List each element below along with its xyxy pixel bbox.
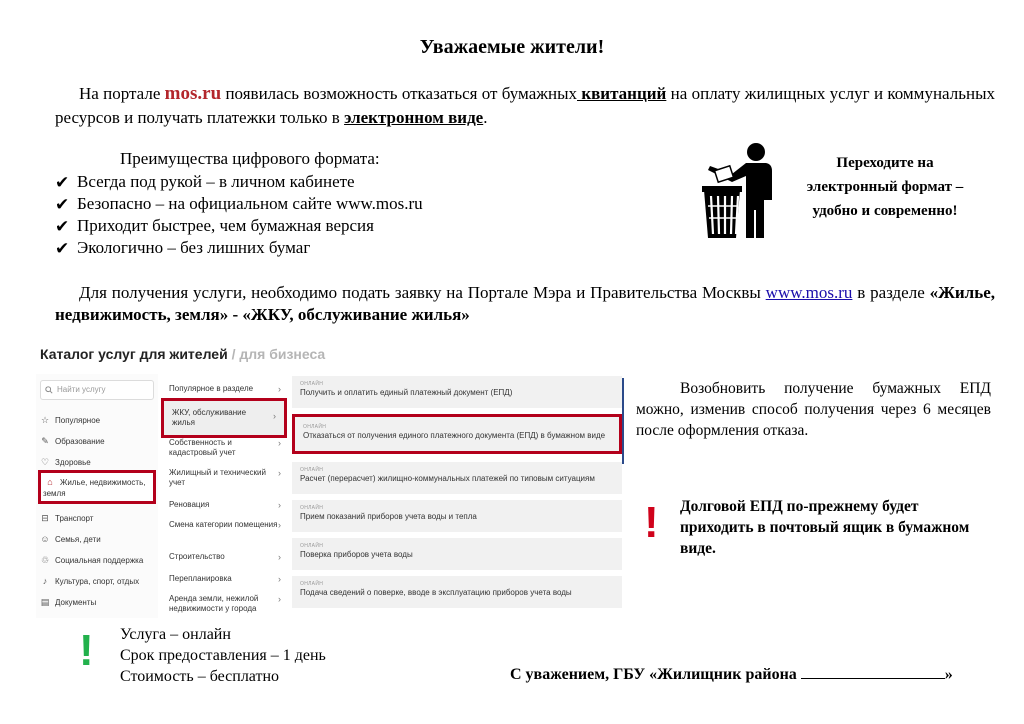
- service-card[interactable]: [292, 500, 622, 532]
- subsection-label: Строительство: [169, 552, 225, 561]
- catalog-heading-sep: /: [227, 346, 240, 362]
- subsection-item-zhku[interactable]: [161, 398, 287, 438]
- page-title: Уважаемые жители!: [419, 36, 605, 58]
- chevron-right-icon: ›: [278, 552, 281, 562]
- service-info: [120, 624, 326, 687]
- debt-notice: Долговой ЕПД по-прежнему будет приходить в почтовый ящик в бумажном виде.: [680, 498, 970, 557]
- left-nav-label: Семья, дети: [55, 535, 101, 544]
- service-card[interactable]: [292, 538, 622, 570]
- online-badge: ОНЛАЙН: [300, 381, 324, 387]
- chevron-right-icon: ›: [273, 411, 276, 421]
- renew-text: Возобновить получение бумажных ЕПД можно, изменив способ получения через 6 месяцев после оформления отказа.: [636, 380, 991, 439]
- intro-text-3: на оплату жилищных услуг и коммунальных ресурсов и получать платежки только в: [55, 84, 995, 127]
- checkmark-icon: ✔: [55, 173, 70, 192]
- subsection-label: ЖКУ, обслуживание жилья: [172, 408, 247, 427]
- catalog-business-tab[interactable]: для бизнеса: [239, 346, 326, 362]
- trash-bin-person-icon: [702, 138, 782, 242]
- signature-text: С уважением, ГБУ «Жилищник района: [510, 666, 801, 683]
- catalog-heading-text: Каталог услуг для жителей: [40, 346, 228, 362]
- online-badge: ОНЛАЙН: [300, 581, 324, 587]
- catalog-screenshot: [36, 342, 628, 618]
- subsection-item[interactable]: [169, 552, 281, 562]
- checkmark-icon: ✔: [55, 217, 70, 236]
- left-nav-label: Документы: [55, 598, 97, 607]
- subsection-label: Реновация: [169, 500, 210, 509]
- info-line-duration: Срок предоставления – 1 день: [120, 647, 326, 664]
- document-icon: ▤: [40, 597, 50, 607]
- subsection-item[interactable]: [169, 468, 281, 488]
- subsection-label: Собственность и кадастровый учет: [169, 438, 236, 457]
- search-icon: [45, 386, 53, 394]
- house-icon: ⌂: [47, 477, 53, 487]
- left-nav-item-popular[interactable]: [38, 412, 156, 428]
- advantage-item: [55, 193, 423, 215]
- service-paragraph: [55, 282, 995, 326]
- advantage-text: Безопасно – на официальном сайте www.mos.ru: [77, 194, 423, 213]
- subsection-item[interactable]: [169, 384, 281, 394]
- advantage-item: [55, 237, 423, 259]
- chevron-right-icon: ›: [278, 574, 281, 584]
- service-card-refuse-paper-epd[interactable]: [292, 414, 622, 454]
- social-support-icon: ♲: [40, 555, 50, 565]
- district-blank-line: [801, 664, 945, 679]
- electronic-line-1: Переходите на: [836, 155, 934, 171]
- heart-icon: ♡: [40, 457, 50, 467]
- advantage-item: [55, 215, 423, 237]
- service-title: Отказаться от получения единого платежного документа (ЕПД) в бумажном виде: [303, 431, 606, 440]
- intro-text-2: появилась возможность отказаться от бумажных: [221, 84, 578, 103]
- transport-icon: ⊟: [41, 513, 49, 523]
- subsection-item[interactable]: [169, 500, 281, 510]
- advantage-text: Всегда под рукой – в личном кабинете: [77, 172, 355, 191]
- left-nav-item-documents[interactable]: [38, 594, 156, 610]
- service-card[interactable]: [292, 576, 622, 608]
- subsection-label: Аренда земли, нежилой недвижимости у города: [169, 594, 259, 613]
- left-nav-item-transport[interactable]: [38, 510, 156, 526]
- subsection-item[interactable]: [169, 574, 281, 584]
- intro-emphasis-receipts: квитанций: [577, 84, 667, 103]
- left-nav-item-family[interactable]: [38, 531, 156, 547]
- service-section-path: «Жилье, недвижимость, земля» - «ЖКУ, обслуживание жилья»: [55, 283, 995, 324]
- service-title: Расчет (перерасчет) жилищно-коммунальных платежей по типовым ситуациям: [300, 474, 595, 483]
- online-badge: ОНЛАЙН: [300, 505, 324, 511]
- service-card[interactable]: [292, 462, 622, 494]
- subsection-label: Перепланировка: [169, 574, 232, 583]
- chevron-right-icon: ›: [278, 520, 281, 530]
- culture-icon: ♪: [42, 576, 48, 586]
- green-exclamation-icon: !: [79, 626, 94, 675]
- star-icon: ☆: [40, 415, 50, 425]
- education-icon: ✎: [41, 436, 49, 446]
- left-nav-item-education[interactable]: [38, 433, 156, 449]
- left-nav-item-housing[interactable]: [38, 470, 156, 504]
- signature: [510, 664, 953, 684]
- left-nav-label: Популярное: [55, 416, 101, 425]
- subsection-label: Смена категории помещения: [169, 520, 278, 529]
- catalog-subsection-nav: [161, 374, 286, 618]
- online-badge: ОНЛАЙН: [303, 424, 327, 430]
- left-nav-item-social[interactable]: [38, 552, 156, 568]
- intro-text-1: На портале: [79, 84, 165, 103]
- signature-close-quote: »: [944, 666, 953, 683]
- service-card[interactable]: [292, 376, 622, 408]
- checkmark-icon: ✔: [55, 239, 70, 258]
- left-nav-item-culture[interactable]: [38, 573, 156, 589]
- catalog-left-nav: [36, 374, 158, 618]
- service-title: Подача сведений о поверке, вводе в эксплуатацию приборов учета воды: [300, 588, 572, 597]
- subsection-item[interactable]: [169, 520, 281, 530]
- left-nav-label: Здоровье: [55, 458, 91, 467]
- left-nav-label: Образование: [55, 437, 105, 446]
- intro-paragraph: [55, 82, 995, 130]
- catalog-heading: [40, 346, 325, 362]
- chevron-right-icon: ›: [278, 468, 281, 478]
- advantage-item: [55, 171, 423, 193]
- intro-text-4: .: [483, 108, 488, 127]
- search-input[interactable]: [40, 380, 154, 400]
- left-nav-label: Транспорт: [55, 514, 94, 523]
- mos-ru-link[interactable]: www.mos.ru: [765, 283, 853, 302]
- chevron-right-icon: ›: [278, 594, 281, 604]
- online-badge: ОНЛАЙН: [300, 543, 324, 549]
- service-title: Прием показаний приборов учета воды и тепла: [300, 512, 477, 521]
- subsection-item[interactable]: [169, 438, 281, 458]
- electronic-line-2: электронный формат –: [806, 179, 964, 195]
- catalog-service-list: [292, 376, 622, 618]
- service-title: Поверка приборов учета воды: [300, 550, 413, 559]
- online-badge: ОНЛАЙН: [300, 467, 324, 473]
- subsection-item[interactable]: [169, 594, 281, 614]
- service-text-2: в разделе: [852, 283, 930, 302]
- advantage-text: Экологично – без лишних бумаг: [77, 238, 311, 257]
- chevron-right-icon: ›: [278, 438, 281, 448]
- red-exclamation-icon: !: [644, 498, 659, 547]
- subsection-label: Популярное в разделе: [169, 384, 254, 393]
- left-nav-label: Культура, спорт, отдых: [55, 577, 140, 586]
- advantage-text: Приходит быстрее, чем бумажная версия: [77, 216, 374, 235]
- left-nav-label: Жилье, недвижимость, земля: [43, 478, 146, 498]
- divider-line: [622, 378, 624, 464]
- left-nav-label: Социальная поддержка: [55, 556, 144, 565]
- search-placeholder: Найти услугу: [57, 385, 106, 394]
- chevron-right-icon: ›: [278, 500, 281, 510]
- info-line-online: Услуга – онлайн: [120, 626, 231, 643]
- electronic-callout: [790, 151, 980, 223]
- electronic-line-3: удобно и современно!: [812, 203, 958, 219]
- brand-name: mos.ru: [164, 83, 222, 104]
- chevron-right-icon: ›: [278, 384, 281, 394]
- checkmark-icon: ✔: [55, 195, 70, 214]
- advantages-list: [55, 171, 423, 259]
- service-title: Получить и оплатить единый платежный документ (ЕПД): [300, 388, 513, 397]
- subsection-label: Жилищный и технический учет: [169, 468, 266, 487]
- advantages-title: Преимущества цифрового формата:: [120, 149, 380, 168]
- intro-emphasis-electronic: электронном виде: [344, 108, 484, 127]
- info-line-cost: Стоимость – бесплатно: [120, 668, 280, 685]
- renew-paragraph: [636, 378, 991, 441]
- service-text-1: Для получения услуги, необходимо подать заявку на Портале Мэра и Правительства Москвы: [79, 283, 766, 302]
- family-icon: ☺: [40, 534, 50, 544]
- left-nav-item-health[interactable]: [38, 454, 156, 470]
